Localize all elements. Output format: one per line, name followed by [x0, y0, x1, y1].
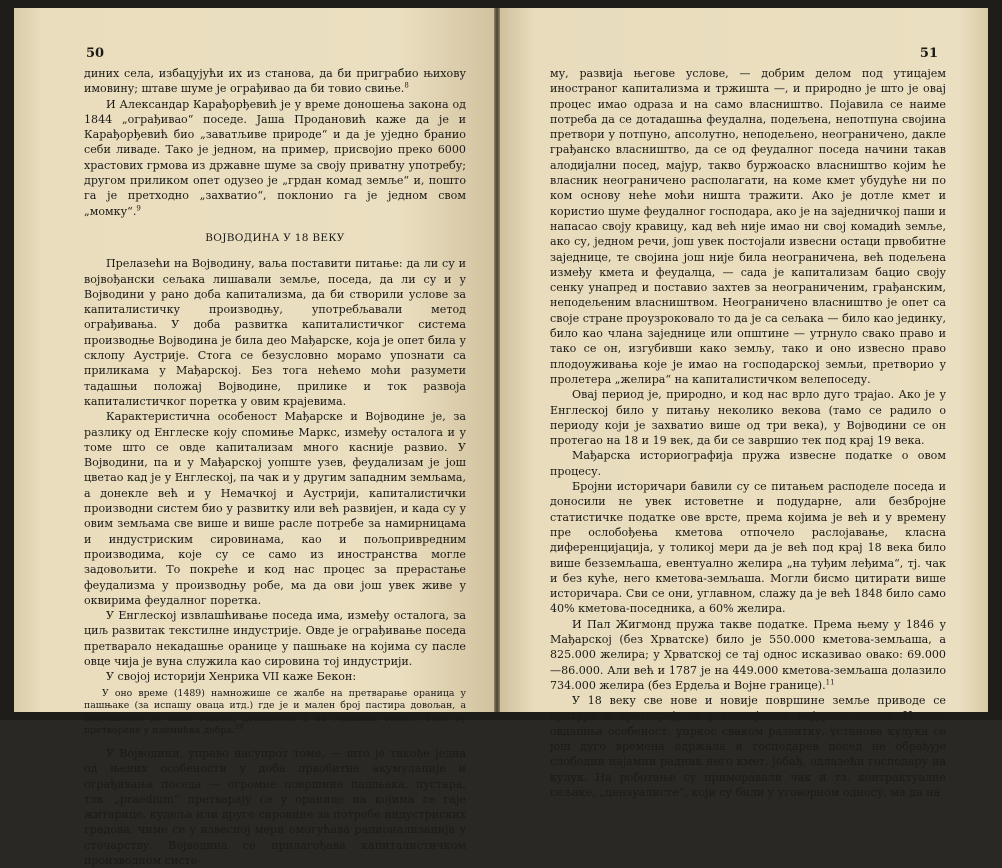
paragraph-istoriji: У својој историји Хенрика VII каже Бекон: — [106, 670, 357, 684]
section-heading: ВОЈВОДИНА У 18 ВЕКУ — [205, 231, 345, 244]
paragraph-continuation: му, развија његове услове, — добрим делом под утицајем иностраног капитализма и тржишта —, и природно је што је овај процес имао одраза и на само власништво. Појавила се наиме потреба да се дотадашња феудална, подељена, непотпуна својина претвори у потпуно, апсолутно, неподељено, неограничено, дакле грађанско власништво, да се од феудалног поседа начини такав алодијални посед, мајур, такво буржоаско власништво којим ће власник неограничено располагати, на коме кмет убудуће ни по ком основу неће моћи ништа тражити. Ако је дотле кмет и користио шуме феудалног господара, ако је на заједничкој паши и напасао своју кравицу, кад већ није имао ни свој комадић земље, ако су, једном речи, још увек постојали извесни остаци првобитне заједнице, те својина још није била неограничена, већ подељена између кмета и феудалца, — сада је капитализам бацио своју сенку унапред и поставио захтев за неограниченим, грађанским, неподељеним власништвом. Неограничено власништво је опет са своје стране проузроковало то да је са сељака — било као јединку, било као члана заједнице или општине — утрнуло свако право и тако се он, изгубивши како земљу, тако и оно извесно право плодоуживања које је имао на господарској земљи, претворио у пролетера „желира“ на капиталистичком велепоседу. — [550, 67, 946, 386]
left-page — [14, 8, 494, 868]
paragraph-engleskoj: У Енглеској извлашћивање поседа има, између осталога, за циљ развитак текстилне индустрије. Овде је ограђивање поседа претварало некадашње оранице у пашњаке на којима су пасле овце чија је вуна служила као сировина тој индустрији. — [84, 609, 466, 668]
paragraph-prelazeci: Прелазећи на Војводину, ваља поставити питање: да ли су и војвођански сељака лишавали земље, поседа, да ли су и у Војводини у рано доба капитализма, да би створили услове за капиталистичку производњу, употребљавали метод ограђивања. У доба развитка капиталистичког система производње Војводина је била део Мађарске, која је опет била у склопу Аустрије. Стога се безусловно морамо упознати са приликама у Мађарској. Без тога нећемо моћи разумети тадашњи положај Војводине, прилике и ток развоја капиталистичког поретка у овим крајевима. — [84, 257, 466, 408]
paragraph-period: Овај период је, природно, и код нас врло дуго трајао. Ако је у Енглеској било у питању неколико векова (тамо се радило о периоду који је захватио више од три века), у Војводини се он протегао на 18 и 19 век, да би се завршио тек под крај 19 века. — [550, 388, 946, 448]
right-page-text — [550, 66, 946, 800]
right-page — [500, 8, 988, 799]
left-page-text — [84, 66, 466, 868]
paragraph-madjarska: Мађарска историографија пружа извесне податке о овом процесу. — [550, 449, 946, 478]
paragraph-brojni: Бројни историчари бавили су се питањем расподеле поседа и доносили не увек истоветне и подударне, али безбројне статистичке податке ове врсте, према којима је већ и у времену пре ослобођења кметова отпочело раслојавање, класна диференцијација, у толикој мери да је већ под крај 18 века било више безземљаша, евентуално желира „на туђим леђима“, тј. чак и без куће, него кметова-земљаша. Могли бисмо цитирати више историчара. Сви се они, углавном, слажу да је већ 1848 било само 40% кметова-поседника, а 60% желира. — [550, 480, 946, 616]
footnote-ref: 9 — [136, 203, 141, 212]
block-quote: У оно време (1489) намножише се жалбе на претварање ораница у пашњаке (за испашу оваца итд.) где је и мален број пастира довољан, а закупштине на више година, доживотне и на годишњи отказ... биле су претворене у племићка добра.$^{10}$ — [84, 687, 466, 737]
footnote-ref: 8 — [404, 81, 409, 90]
page-number-right: 51 — [919, 46, 938, 61]
paragraph-18-vek: У 18 веку све нове и новије површине земље приводе се култури и претварају се у алодијалне, мајурске земље. И опет овдашња особеност: упркос сваком развитку, установа кулука се још дуго времена одржала и господарев посед не обрађује слободни најамни радник него кмет, јобађ, одлазећи господару на кулук. На роботање су приморавали чак и тз. контрактуалне сељаке, „цензуалисте“, који су били у уговорном односу, ма да на — [550, 694, 946, 799]
paragraph-pal: И Пал Жигмонд пружа такве податке. Према њему у 1846 у Мађарској (без Хрватске) било је 550.000 кметова-земљаша, а 825.000 желира; у Хрватској се тај однос исказивао овако: 69.000—86.000. Али већ и 1787 је на 449.000 кметова-земљаша долазило 734.000 желира (без Ердеља и Војне границе).$^{11}$ — [550, 617, 946, 692]
page-number-left: 50 — [86, 46, 105, 61]
footnote-ref: 11 — [825, 678, 835, 687]
footnote-ref: 10 — [234, 723, 244, 732]
paragraph-vojvodini: У Војводини, управо насупрот томе, — што је такође једна од њених особености у доба првобитне акумулације и ограђивања поседа — огромне површине пашњака, пустара, тзв. „praedium“ претварају се у оранице на којима се гаје житарице, кудеља или друге сировине за потребе индустриских градова, чиме се у извесној мери омогућава рационализација у сточарству. Војводина се прилагођава капиталистичком производном систе- — [84, 746, 466, 868]
paragraph-intro: диних села, избацујући их из станова, да би пригрaбио њихову имовину; штаве шуме је ограђивао да би товио свиње.$^8$ — [84, 67, 466, 96]
paragraph-aleksandar: И Александар Карађорђевић је у време доношења закона од 1844 „ограђивао“ поседе. Јаша Продановић каже да је и Карађорђевић био „заватљиве природе“ и да је уједно бранио себи ливаде. Тако је једном, на пример, присвојио преко 6000 храстових грмова из државне шуме за своју приватну употребу; другом приликом опет одузео је „грдан комад земље“ и, пошто га је претходно „захватио“, поклонио га је једном свом „момку“.$^9$ — [84, 97, 466, 218]
paragraph-karakteristicna: Карактеристична особеност Мађарске и Војводине је, за разлику од Енглеске коју спомиње Маркс, између осталога и у томе што се овде капитализам много касније развио. У Војводини, па и у Мађарској уопште узев, феудализам је још цветао кад је у Енглеској, па чак и у другим западним земљама, а донекле већ и у Немачкој и Аустрији, капиталистички производни систем био у развитку или већ развијен, и када су у овим земљама све више и више расле потребе за намирницама и индустриским сировинама, као и пољопривредним производима, које су се само из иностранства могле задовољити. То покреће и код нас процес за прерастање феудализма у производњу робе, ма да ови још увек живе у оквирима феудалног поретка. — [84, 410, 466, 607]
